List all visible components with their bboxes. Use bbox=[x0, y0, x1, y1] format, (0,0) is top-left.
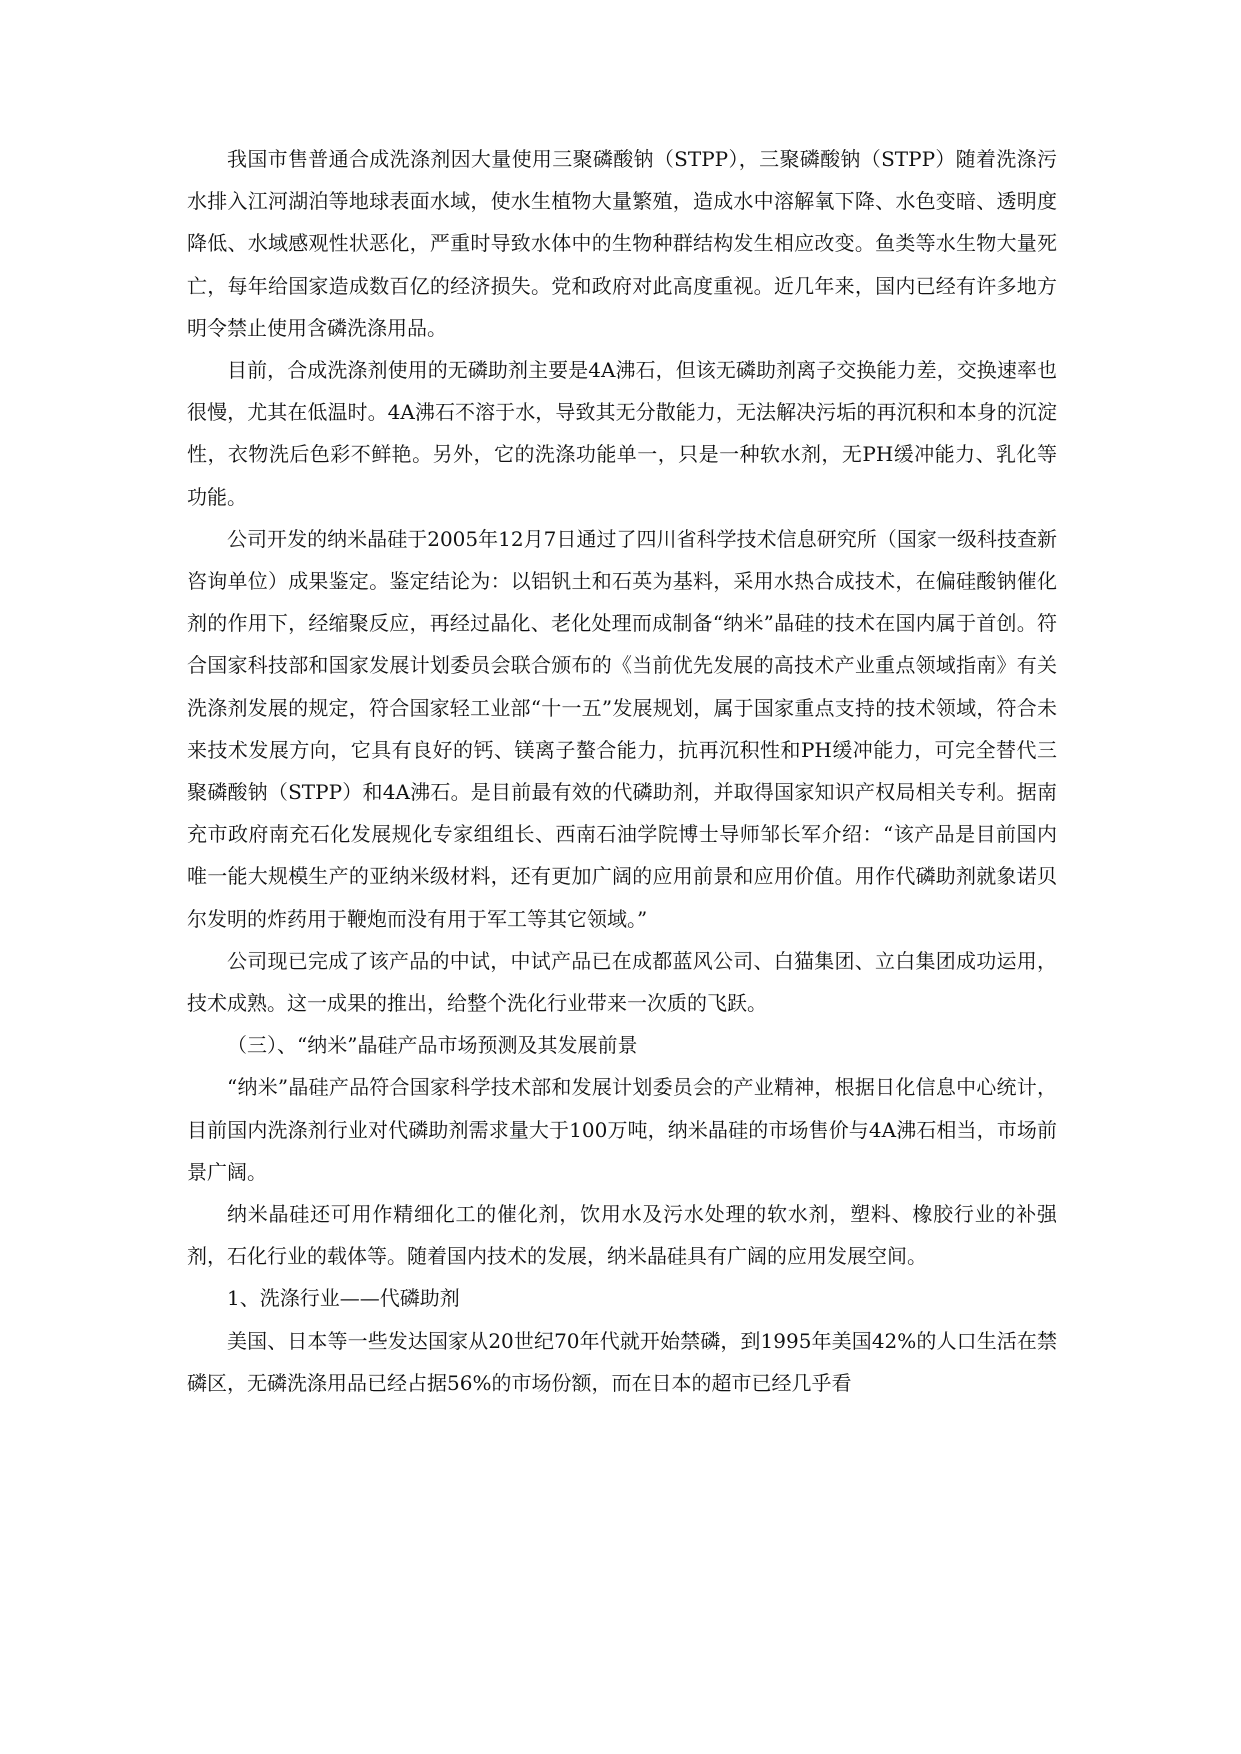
paragraph-pilot-test: 公司现已完成了该产品的中试，中试产品已在成都蓝风公司、白猫集团、立白集团成功运用，技术成熟。这一成果的推出，给整个洗化行业带来一次质的飞跃。 bbox=[187, 948, 1057, 1016]
paragraph-4a-zeolite: 目前，合成洗涤剂使用的无磷助剂主要是4A沸石，但该无磷助剂离子交换能力差，交换速率也很慢，尤其在低温时。4A沸石不溶于水，导致其无分散能力，无法解决污垢的再沉积和本身的沉淀性，衣物洗后色彩不鲜艳。另外，它的洗涤功能单一，只是一种软水剂，无PH缓冲能力、乳化等功能。 bbox=[187, 358, 1057, 509]
paragraph-market-forecast: “纳米”晶硅产品符合国家科学技术部和发展计划委员会的产业精神，根据日化信息中心统计，目前国内洗涤剂行业对代磷助剂需求量大于100万吨，纳米晶硅的市场售价与4A沸石相当，市场前景广阔。 bbox=[187, 1075, 1057, 1184]
paragraph-stpp-pollution: 我国市售普通合成洗涤剂因大量使用三聚磷酸钠（STPP），三聚磷酸钠（STPP）随着洗涤污水排入江河湖泊等地球表面水域，使水生植物大量繁殖，造成水中溶解氧下降、水色变暗、透明度降低、水域感观性状恶化，严重时导致水体中的生物种群结构发生相应改变。鱼类等水生物大量死亡，每年给国家造成数百亿的经济损失。党和政府对此高度重视。近几年来，国内已经有许多地方明令禁止使用含磷洗涤用品。 bbox=[187, 147, 1057, 340]
paragraph-phosphate-ban: 美国、日本等一些发达国家从20世纪70年代就开始禁磷，到1995年美国42%的人口生活在禁磷区，无磷洗涤用品已经占据56%的市场份额，而在日本的超市已经几乎看 bbox=[187, 1328, 1057, 1395]
section-heading: （三）、“纳米”晶硅产品市场预测及其发展前景 bbox=[227, 1033, 638, 1058]
document-body bbox=[187, 138, 1057, 1404]
subheading-detergent-industry: 1、洗涤行业——代磷助剂 bbox=[227, 1286, 460, 1311]
paragraph-nano-silicon-appraisal: 公司开发的纳米晶硅于2005年12月7日通过了四川省科学技术信息研究所（国家一级科技查新咨询单位）成果鉴定。鉴定结论为：以铝钒土和石英为基料，采用水热合成技术，在偏硅酸钠催化剂的作用下，经缩聚反应，再经过晶化、老化处理而成制备“纳米”晶硅的技术在国内属于首创。符合国家科技部和国家发展计划委员会联合颁布的《当前优先发展的高技术产业重点领域指南》有关洗涤剂发展的规定，符合国家轻工业部“十一五”发展规划，属于国家重点支持的技术领域，符合未来技术发展方向，它具有良好的钙、镁离子螯合能力，抗再沉积性和PH缓冲能力，可完全替代三聚磷酸钠（STPP）和4A沸石。是目前最有效的代磷助剂，并取得国家知识产权局相关专利。据南充市政府南充石化发展规化专家组组长、西南石油学院博士导师邹长军介绍：“该产品是目前国内唯一能大规模生产的亚纳米级材料，还有更加广阔的应用前景和应用价值。用作代磷助剂就象诺贝尔发明的炸药用于鞭炮而没有用于军工等其它领域。” bbox=[187, 526, 1057, 931]
paragraph-other-uses: 纳米晶硅还可用作精细化工的催化剂，饮用水及污水处理的软水剂，塑料、橡胶行业的补强剂，石化行业的载体等。随着国内技术的发展，纳米晶硅具有广阔的应用发展空间。 bbox=[187, 1202, 1057, 1269]
